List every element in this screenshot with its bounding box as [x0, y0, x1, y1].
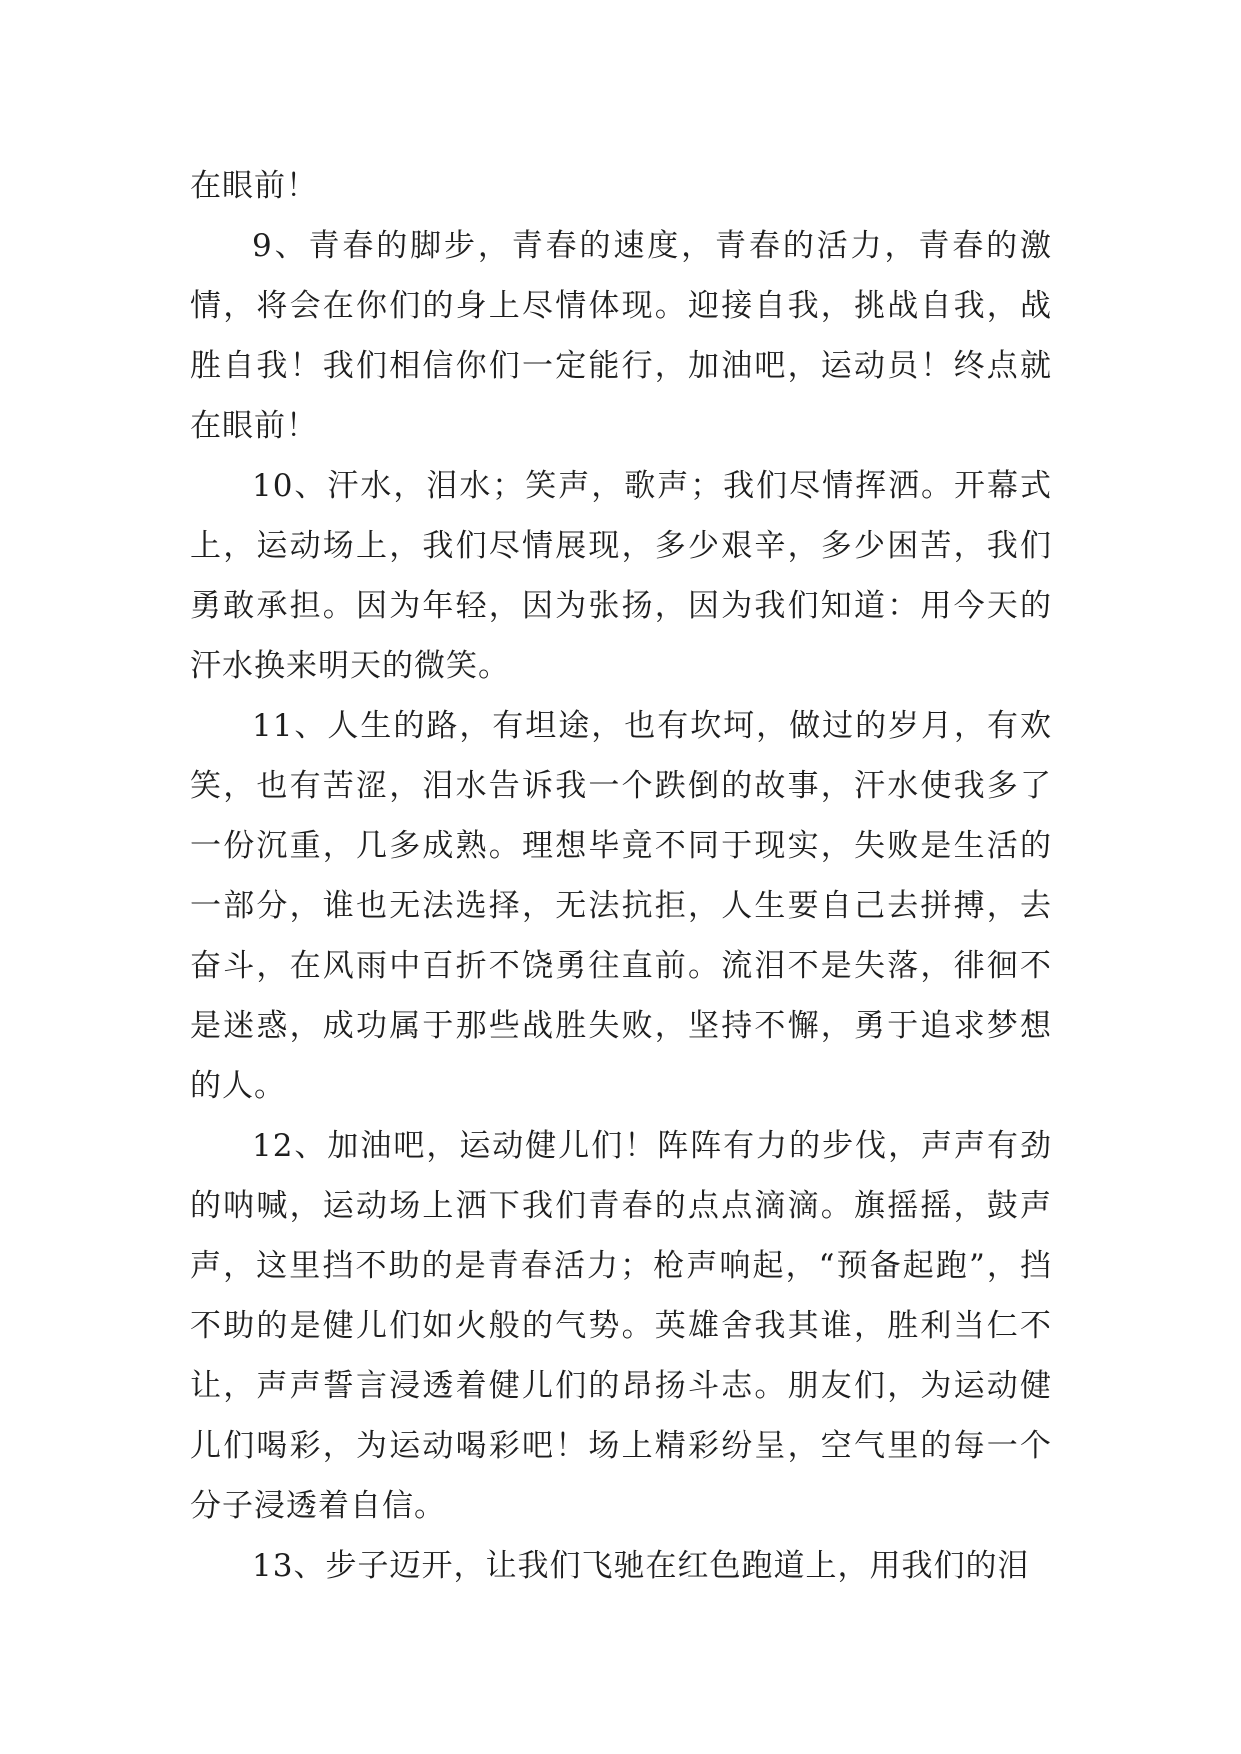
paragraph-item-12: 12、加油吧，运动健儿们！阵阵有力的步伐，声声有劲的呐喊，运动场上洒下我们青春的点点滴滴。旗摇摇，鼓声声，这里挡不助的是青春活力；枪声响起，“预备起跑”，挡不助的是健儿们如火般的气势。英雄舍我其谁，胜利当仁不让，声声誓言浸透着健儿们的昂扬斗志。朋友们，为运动健儿们喝彩，为运动喝彩吧！场上精彩纷呈，空气里的每一个分子浸透着自信。: [190, 1128, 1052, 1524]
paragraph-item-13: 13、步子迈开，让我们飞驰在红色跑道上，用我们的泪: [252, 1548, 1030, 1584]
paragraph-item-10: 10、汗水，泪水；笑声，歌声；我们尽情挥洒。开幕式上，运动场上，我们尽情展现，多少艰辛，多少困苦，我们勇敢承担。因为年轻，因为张扬，因为我们知道：用今天的汗水换来明天的微笑。: [190, 468, 1052, 684]
paragraph-item-9: 9、青春的脚步，青春的速度，青春的活力，青春的激情，将会在你们的身上尽情体现。迎接自我，挑战自我，战胜自我！我们相信你们一定能行，加油吧，运动员！终点就在眼前！: [190, 228, 1052, 444]
paragraph-continued: 在眼前！: [190, 168, 318, 204]
document-page: [190, 156, 1052, 1596]
paragraph-item-11: 11、人生的路，有坦途，也有坎坷，做过的岁月，有欢笑，也有苦涩，泪水告诉我一个跌倒的故事，汗水使我多了一份沉重，几多成熟。理想毕竟不同于现实，失败是生活的一部分，谁也无法选择，无法抗拒，人生要自己去拼搏，去奋斗，在风雨中百折不饶勇往直前。流泪不是失落，徘徊不是迷惑，成功属于那些战胜失败，坚持不懈，勇于追求梦想的人。: [190, 708, 1052, 1104]
